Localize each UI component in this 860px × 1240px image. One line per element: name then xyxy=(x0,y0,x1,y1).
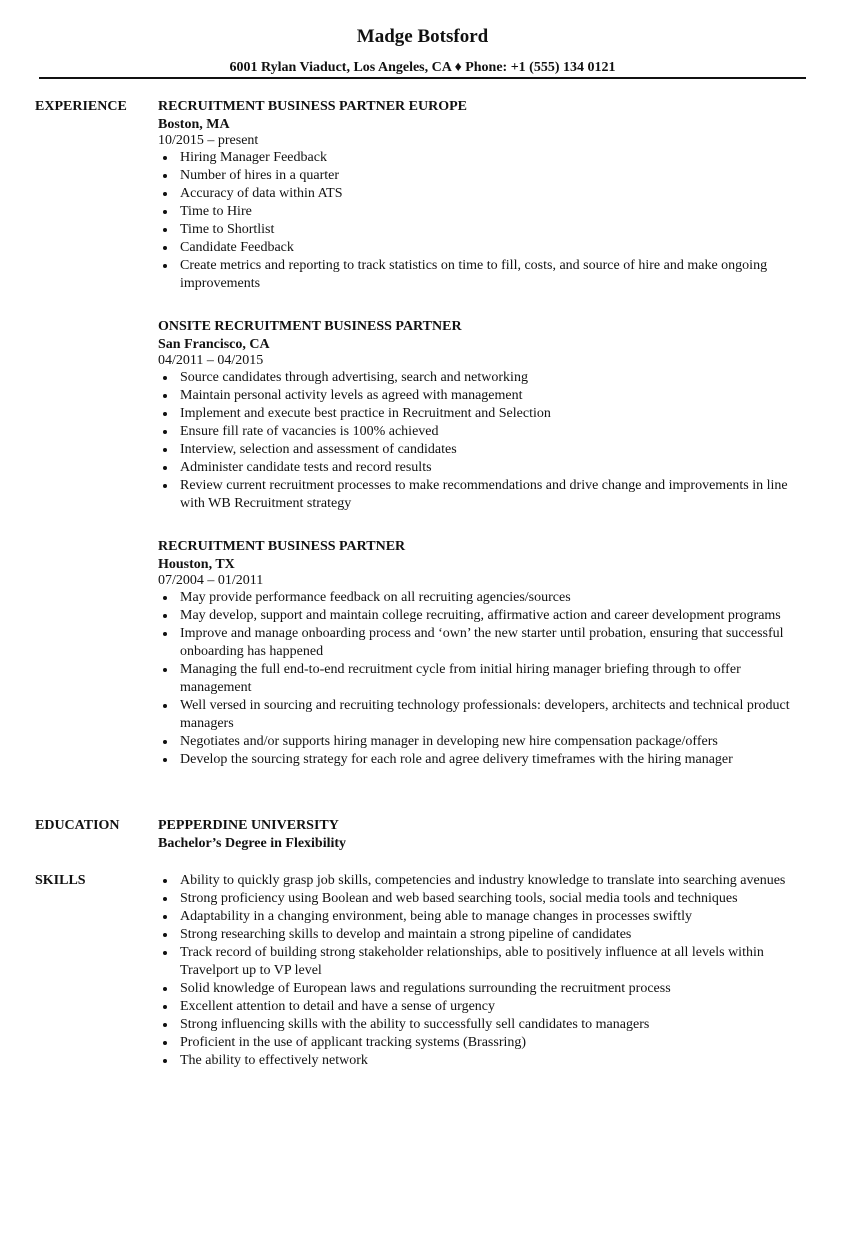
job-bullets xyxy=(158,369,808,513)
skill-item: Strong influencing skills with the ability to successfully sell candidates to managers xyxy=(158,1016,808,1034)
bullet-item: Time to Hire xyxy=(158,203,808,221)
job-title: RECRUITMENT BUSINESS PARTNER EUROPE xyxy=(158,99,467,114)
job-bullets xyxy=(158,149,808,293)
skill-item: Strong researching skills to develop and maintain a strong pipeline of candidates xyxy=(158,926,808,944)
section-label-education: EDUCATION xyxy=(35,818,120,833)
bullet-item: Improve and manage onboarding process and ‘own’ the new starter until probation, ensuring that successful onboarding has happened xyxy=(158,625,808,661)
education-body xyxy=(158,817,808,852)
experience-body xyxy=(158,98,808,794)
bullet-item: Hiring Manager Feedback xyxy=(158,149,808,167)
job-entry xyxy=(158,98,808,293)
bullet-item: Negotiates and/or supports hiring manager in developing new hire compensation package/offers xyxy=(158,733,808,751)
job-title: ONSITE RECRUITMENT BUSINESS PARTNER xyxy=(158,319,462,334)
job-entry xyxy=(158,538,808,769)
skill-item: Excellent attention to detail and have a sense of urgency xyxy=(158,998,808,1016)
job-location: Houston, TX xyxy=(158,557,235,572)
skills-body xyxy=(158,872,808,1070)
job-entry xyxy=(158,318,808,513)
candidate-name: Madge Botsford xyxy=(356,26,489,47)
bullet-item: Interview, selection and assessment of candidates xyxy=(158,441,808,459)
bullet-item: Time to Shortlist xyxy=(158,221,808,239)
job-dates: 10/2015 – present xyxy=(158,133,259,148)
job-title: RECRUITMENT BUSINESS PARTNER xyxy=(158,539,406,554)
bullet-item: Administer candidate tests and record results xyxy=(158,459,808,477)
section-label-skills: SKILLS xyxy=(35,873,86,888)
bullet-item: Maintain personal activity levels as agreed with management xyxy=(158,387,808,405)
bullet-item: Develop the sourcing strategy for each role and agree delivery timeframes with the hiring manager xyxy=(158,751,808,769)
skill-item: Track record of building strong stakeholder relationships, able to positively influence at all levels within Travelport up to VP level xyxy=(158,944,808,980)
skill-item: Proficient in the use of applicant tracking systems (Brassring) xyxy=(158,1034,808,1052)
bullet-item: May provide performance feedback on all recruiting agencies/sources xyxy=(158,589,808,607)
bullet-item: Number of hires in a quarter xyxy=(158,167,808,185)
skill-item: Ability to quickly grasp job skills, competencies and industry knowledge to translate into searching avenues xyxy=(158,872,808,890)
contact-line: 6001 Rylan Viaduct, Los Angeles, CA ♦ Phone: +1 (555) 134 0121 xyxy=(229,60,616,75)
skill-item: Adaptability in a changing environment, being able to manage changes in processes swiftly xyxy=(158,908,808,926)
bullet-item: Create metrics and reporting to track statistics on time to fill, costs, and source of hire and make ongoing improvements xyxy=(158,257,808,293)
bullet-item: Well versed in sourcing and recruiting technology professionals: developers, architects and technical product managers xyxy=(158,697,808,733)
school-name: PEPPERDINE UNIVERSITY xyxy=(158,818,339,833)
skill-item: Solid knowledge of European laws and regulations surrounding the recruitment process xyxy=(158,980,808,998)
bullet-item: Candidate Feedback xyxy=(158,239,808,257)
skill-item: Strong proficiency using Boolean and web based searching tools, social media tools and techniques xyxy=(158,890,808,908)
job-location: Boston, MA xyxy=(158,117,230,132)
skills-list xyxy=(158,872,808,1070)
job-dates: 04/2011 – 04/2015 xyxy=(158,353,264,368)
job-location: San Francisco, CA xyxy=(158,337,270,352)
degree: Bachelor’s Degree in Flexibility xyxy=(158,836,347,851)
skill-item: The ability to effectively network xyxy=(158,1052,808,1070)
bullet-item: Source candidates through advertising, search and networking xyxy=(158,369,808,387)
job-dates: 07/2004 – 01/2011 xyxy=(158,573,264,588)
bullet-item: Implement and execute best practice in Recruitment and Selection xyxy=(158,405,808,423)
header-divider xyxy=(39,77,806,79)
bullet-item: Review current recruitment processes to make recommendations and drive change and improvements in line with WB Recruitment strategy xyxy=(158,477,808,513)
job-bullets xyxy=(158,589,808,769)
bullet-item: Ensure fill rate of vacancies is 100% achieved xyxy=(158,423,808,441)
bullet-item: May develop, support and maintain college recruiting, affirmative action and career development programs xyxy=(158,607,808,625)
bullet-item: Accuracy of data within ATS xyxy=(158,185,808,203)
bullet-item: Managing the full end-to-end recruitment cycle from initial hiring manager briefing through to offer management xyxy=(158,661,808,697)
section-label-experience: EXPERIENCE xyxy=(35,99,127,114)
